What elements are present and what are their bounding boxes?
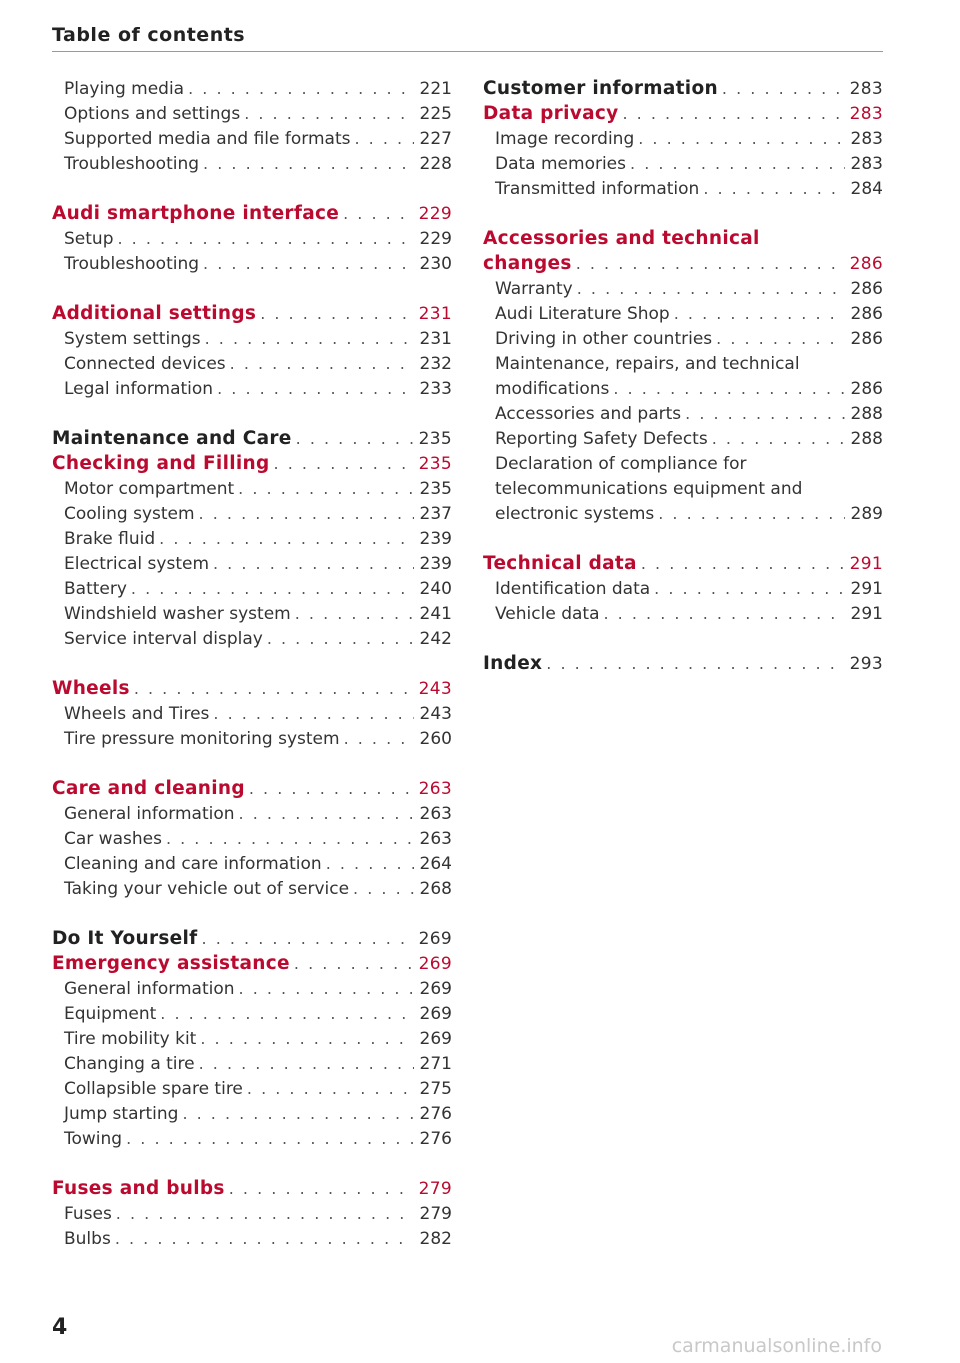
toc-right-column <box>483 76 883 676</box>
toc-entry-title: Troubleshooting <box>64 153 200 174</box>
dot-leader <box>244 104 414 123</box>
dot-leader <box>343 204 414 223</box>
toc-entry-accessories-and-technical[interactable] <box>483 226 883 251</box>
dot-leader <box>623 104 846 123</box>
toc-entry-title: modifications <box>495 378 610 399</box>
toc-entry-cleaning-and-care-information[interactable] <box>52 851 452 876</box>
toc-entry-audi-smartphone-interface[interactable] <box>52 201 452 226</box>
toc-entry-fuses-and-bulbs[interactable] <box>52 1176 452 1201</box>
dot-leader <box>229 1179 414 1198</box>
toc-entry-emergency-assistance[interactable] <box>52 951 452 976</box>
toc-entry-page: 243 <box>418 678 452 699</box>
toc-entry-title: Emergency assistance <box>52 953 290 974</box>
toc-entry-title: Troubleshooting <box>64 253 200 274</box>
toc-entry-title: Accessories and parts <box>495 403 682 424</box>
toc-entry-title: Options and settings <box>64 103 241 124</box>
toc-entry-page: 283 <box>850 128 883 149</box>
toc-entry-title: Wheels <box>52 678 130 699</box>
page-title: Table of contents <box>52 24 246 46</box>
toc-entry-title: Image recording <box>495 128 635 149</box>
toc-entry-index[interactable] <box>483 651 883 676</box>
toc-entry-title: Accessories and technical <box>483 228 760 249</box>
dot-leader <box>160 1004 414 1023</box>
toc-entry-windshield-washer-system[interactable] <box>52 601 452 626</box>
dot-leader <box>200 1029 414 1048</box>
toc-entry-page: 263 <box>419 828 452 849</box>
toc-entry-page: 269 <box>418 953 452 974</box>
toc-entry-page: 283 <box>849 103 883 124</box>
toc-entry-data-privacy[interactable] <box>483 101 883 126</box>
toc-entry-changing-a-tire[interactable] <box>52 1051 452 1076</box>
dot-leader <box>213 554 414 573</box>
toc-entry-title: Index <box>483 653 543 674</box>
toc-entry-page: 286 <box>850 328 883 349</box>
toc-entry-title: Brake fluid <box>64 528 156 549</box>
toc-entry-title: telecommunications equipment and <box>495 478 803 499</box>
dot-leader <box>182 1104 414 1123</box>
toc-entry-title: Legal information <box>64 378 214 399</box>
toc-entry-jump-starting[interactable] <box>52 1101 452 1126</box>
toc-entry-towing[interactable] <box>52 1126 452 1151</box>
toc-entry-audi-literature-shop[interactable] <box>483 301 883 326</box>
dot-leader <box>117 229 414 248</box>
dot-leader <box>203 154 414 173</box>
dot-leader <box>712 429 845 448</box>
toc-entry-general-information[interactable] <box>52 801 452 826</box>
dot-leader <box>685 404 845 423</box>
toc-entry-page: 276 <box>419 1103 452 1124</box>
toc-entry-collapsible-spare-tire[interactable] <box>52 1076 452 1101</box>
toc-entry-maintenance-repairs-and-technical[interactable] <box>483 351 883 376</box>
dot-leader <box>274 454 414 473</box>
toc-entry-title: Maintenance, repairs, and technical <box>495 353 800 374</box>
dot-leader <box>576 254 845 273</box>
toc-entry-title: changes <box>483 253 572 274</box>
toc-entry-page: 263 <box>419 803 452 824</box>
toc-entry-page: 229 <box>418 203 452 224</box>
toc-entry-options-and-settings[interactable] <box>52 101 452 126</box>
dot-leader <box>217 379 414 398</box>
toc-entry-page: 286 <box>850 278 883 299</box>
toc-entry-page: 232 <box>419 353 452 374</box>
toc-entry-page: 291 <box>849 553 883 574</box>
toc-entry-title: Customer information <box>483 78 718 99</box>
dot-leader <box>613 379 845 398</box>
dot-leader <box>213 704 414 723</box>
toc-entry-warranty[interactable] <box>483 276 883 301</box>
toc-entry-title: Vehicle data <box>495 603 600 624</box>
toc-entry-title: Tire mobility kit <box>64 1028 197 1049</box>
toc-entry-page: 269 <box>418 928 452 949</box>
toc-entry-title: Collapsible spare tire <box>64 1078 243 1099</box>
toc-entry-electronic-systems[interactable] <box>483 501 883 526</box>
dot-leader <box>722 79 845 98</box>
toc-entry-title: Towing <box>64 1128 123 1149</box>
toc-entry-page: 291 <box>850 603 883 624</box>
toc-entry-wheels-and-tires[interactable] <box>52 701 452 726</box>
toc-entry-title: General information <box>64 978 235 999</box>
toc-entry-telecommunications-equipment-and[interactable] <box>483 476 883 501</box>
toc-entry-title: Car washes <box>64 828 162 849</box>
dot-leader <box>159 529 414 548</box>
dot-leader <box>188 79 414 98</box>
toc-entry-page: 269 <box>419 978 452 999</box>
toc-entry-checking-and-filling[interactable] <box>52 451 452 476</box>
dot-leader <box>546 654 845 673</box>
dot-leader <box>577 279 845 298</box>
toc-entry-page: 286 <box>849 253 883 274</box>
dot-leader <box>115 1229 414 1248</box>
dot-leader <box>296 429 414 448</box>
toc-entry-page: 282 <box>419 1228 452 1249</box>
toc-entry-page: 283 <box>849 78 883 99</box>
toc-entry-page: 260 <box>419 728 452 749</box>
toc-entry-title: Wheels and Tires <box>64 703 210 724</box>
toc-entry-battery[interactable] <box>52 576 452 601</box>
toc-entry-reporting-safety-defects[interactable] <box>483 426 883 451</box>
toc-entry-connected-devices[interactable] <box>52 351 452 376</box>
toc-entry-changes[interactable] <box>483 251 883 276</box>
toc-entry-title: Service interval display <box>64 628 263 649</box>
toc-entry-page: 239 <box>419 528 452 549</box>
toc-entry-page: 264 <box>419 853 452 874</box>
dot-leader <box>326 854 414 873</box>
dot-leader <box>203 254 414 273</box>
toc-entry-title: Equipment <box>64 1003 157 1024</box>
dot-leader <box>247 1079 414 1098</box>
toc-entry-page: 235 <box>418 453 452 474</box>
dot-leader <box>205 329 414 348</box>
toc-entry-page: 269 <box>419 1003 452 1024</box>
toc-entry-brake-fluid[interactable] <box>52 526 452 551</box>
toc-entry-title: Cooling system <box>64 503 195 524</box>
toc-entry-title: General information <box>64 803 235 824</box>
toc-entry-vehicle-data[interactable] <box>483 601 883 626</box>
toc-entry-playing-media[interactable] <box>52 76 452 101</box>
watermark: carmanualsonline.info <box>671 1335 882 1357</box>
toc-entry-page: 240 <box>419 578 452 599</box>
toc-entry-page: 271 <box>419 1053 452 1074</box>
toc-entry-page: 275 <box>419 1078 452 1099</box>
toc-entry-declaration-of-compliance-for[interactable] <box>483 451 883 476</box>
toc-entry-page: 242 <box>419 628 452 649</box>
toc-entry-title: Motor compartment <box>64 478 235 499</box>
toc-entry-title: System settings <box>64 328 201 349</box>
dot-leader <box>638 129 845 148</box>
toc-entry-page: 286 <box>850 303 883 324</box>
toc-entry-care-and-cleaning[interactable] <box>52 776 452 801</box>
dot-leader <box>703 179 845 198</box>
toc-entry-do-it-yourself[interactable] <box>52 926 452 951</box>
toc-entry-title: Battery <box>64 578 127 599</box>
toc-entry-customer-information[interactable] <box>483 76 883 101</box>
header-divider <box>52 51 883 52</box>
toc-entry-title: Data memories <box>495 153 627 174</box>
dot-leader <box>353 879 414 898</box>
toc-entry-driving-in-other-countries[interactable] <box>483 326 883 351</box>
toc-entry-title: Do It Yourself <box>52 928 198 949</box>
toc-entry-additional-settings[interactable] <box>52 301 452 326</box>
toc-entry-cooling-system[interactable] <box>52 501 452 526</box>
dot-leader <box>116 1204 414 1223</box>
dot-leader <box>260 304 414 323</box>
toc-entry-page: 228 <box>419 153 452 174</box>
toc-entry-page: 291 <box>850 578 883 599</box>
toc-entry-tire-pressure-monitoring-system[interactable] <box>52 726 452 751</box>
toc-entry-motor-compartment[interactable] <box>52 476 452 501</box>
toc-entry-page: 237 <box>419 503 452 524</box>
toc-entry-page: 229 <box>419 228 452 249</box>
toc-entry-title: Declaration of compliance for <box>495 453 747 474</box>
toc-entry-setup[interactable] <box>52 226 452 251</box>
dot-leader <box>126 1129 414 1148</box>
dot-leader <box>630 154 845 173</box>
toc-entry-identification-data[interactable] <box>483 576 883 601</box>
toc-entry-title: Setup <box>64 228 114 249</box>
toc-entry-bulbs[interactable] <box>52 1226 452 1251</box>
toc-entry-page: 241 <box>419 603 452 624</box>
toc-entry-electrical-system[interactable] <box>52 551 452 576</box>
dot-leader <box>199 1054 414 1073</box>
toc-entry-page: 289 <box>850 503 883 524</box>
toc-entry-fuses[interactable] <box>52 1201 452 1226</box>
toc-entry-taking-your-vehicle-out-of-service[interactable] <box>52 876 452 901</box>
dot-leader <box>239 804 414 823</box>
toc-entry-title: Bulbs <box>64 1228 111 1249</box>
toc-entry-title: Data privacy <box>483 103 619 124</box>
dot-leader <box>267 629 414 648</box>
toc-entry-page: 288 <box>850 403 883 424</box>
dot-leader <box>239 979 414 998</box>
dot-leader <box>674 304 845 323</box>
toc-entry-title: Jump starting <box>64 1103 179 1124</box>
toc-entry-page: 231 <box>419 328 452 349</box>
toc-entry-car-washes[interactable] <box>52 826 452 851</box>
toc-entry-page: 279 <box>418 1178 452 1199</box>
dot-leader <box>641 554 845 573</box>
toc-entry-title: Driving in other countries <box>495 328 713 349</box>
dot-leader <box>354 129 414 148</box>
toc-entry-accessories-and-parts[interactable] <box>483 401 883 426</box>
toc-entry-title: Playing media <box>64 78 185 99</box>
toc-entry-page: 263 <box>418 778 452 799</box>
toc-entry-page: 235 <box>419 478 452 499</box>
toc-entry-page: 286 <box>850 378 883 399</box>
toc-entry-page: 243 <box>419 703 452 724</box>
toc-entry-system-settings[interactable] <box>52 326 452 351</box>
toc-entry-maintenance-and-care[interactable] <box>52 426 452 451</box>
dot-leader <box>294 954 414 973</box>
toc-entry-general-information[interactable] <box>52 976 452 1001</box>
toc-entry-title: Additional settings <box>52 303 257 324</box>
toc-entry-image-recording[interactable] <box>483 126 883 151</box>
toc-entry-page: 279 <box>419 1203 452 1224</box>
toc-entry-service-interval-display[interactable] <box>52 626 452 651</box>
toc-entry-page: 283 <box>850 153 883 174</box>
page-number: 4 <box>52 1315 68 1340</box>
toc-entry-transmitted-information[interactable] <box>483 176 883 201</box>
toc-entry-title: Audi smartphone interface <box>52 203 340 224</box>
toc-entry-wheels[interactable] <box>52 676 452 701</box>
toc-entry-title: Technical data <box>483 553 637 574</box>
toc-entry-page: 230 <box>419 253 452 274</box>
toc-entry-title: Fuses and bulbs <box>52 1178 225 1199</box>
toc-entry-title: Care and cleaning <box>52 778 245 799</box>
dot-leader <box>658 504 845 523</box>
toc-entry-title: Maintenance and Care <box>52 428 292 449</box>
toc-entry-title: Tire pressure monitoring system <box>64 728 340 749</box>
toc-entry-page: 225 <box>419 103 452 124</box>
toc-entry-title: Checking and Filling <box>52 453 270 474</box>
toc-entry-title: electronic systems <box>495 503 655 524</box>
toc-entry-title: Windshield washer system <box>64 603 291 624</box>
dot-leader <box>295 604 414 623</box>
toc-entry-page: 239 <box>419 553 452 574</box>
dot-leader <box>249 779 414 798</box>
toc-entry-title: Fuses <box>64 1203 112 1224</box>
toc-entry-title: Identification data <box>495 578 651 599</box>
toc-entry-technical-data[interactable] <box>483 551 883 576</box>
toc-entry-page: 276 <box>419 1128 452 1149</box>
toc-entry-title: Transmitted information <box>495 178 700 199</box>
toc-entry-title: Audi Literature Shop <box>495 303 670 324</box>
dot-leader <box>604 604 846 623</box>
dot-leader <box>134 679 414 698</box>
toc-entry-page: 233 <box>419 378 452 399</box>
toc-entry-supported-media-and-file-formats[interactable] <box>52 126 452 151</box>
toc-entry-title: Electrical system <box>64 553 209 574</box>
toc-entry-data-memories[interactable] <box>483 151 883 176</box>
toc-entry-title: Connected devices <box>64 353 226 374</box>
toc-entry-page: 293 <box>849 653 883 674</box>
toc-entry-title: Changing a tire <box>64 1053 195 1074</box>
toc-entry-equipment[interactable] <box>52 1001 452 1026</box>
dot-leader <box>199 504 414 523</box>
toc-entry-page: 221 <box>419 78 452 99</box>
toc-left-column <box>52 76 452 1251</box>
dot-leader <box>131 579 414 598</box>
toc-entry-page: 231 <box>418 303 452 324</box>
toc-entry-page: 284 <box>850 178 883 199</box>
toc-entry-legal-information[interactable] <box>52 376 452 401</box>
dot-leader <box>344 729 414 748</box>
toc-entry-page: 268 <box>419 878 452 899</box>
toc-entry-troubleshooting[interactable] <box>52 251 452 276</box>
dot-leader <box>230 354 414 373</box>
toc-entry-title: Reporting Safety Defects <box>495 428 708 449</box>
toc-entry-page: 235 <box>418 428 452 449</box>
toc-entry-tire-mobility-kit[interactable] <box>52 1026 452 1051</box>
toc-entry-modifications[interactable] <box>483 376 883 401</box>
toc-entry-page: 288 <box>850 428 883 449</box>
toc-entry-title: Taking your vehicle out of service <box>64 878 350 899</box>
toc-entry-troubleshooting[interactable] <box>52 151 452 176</box>
dot-leader <box>238 479 414 498</box>
toc-entry-page: 227 <box>419 128 452 149</box>
toc-entry-title: Supported media and file formats <box>64 128 351 149</box>
dot-leader <box>166 829 414 848</box>
dot-leader <box>654 579 845 598</box>
dot-leader <box>202 929 414 948</box>
toc-entry-title: Cleaning and care information <box>64 853 322 874</box>
toc-entry-title: Warranty <box>495 278 573 299</box>
dot-leader <box>716 329 845 348</box>
toc-entry-page: 269 <box>419 1028 452 1049</box>
